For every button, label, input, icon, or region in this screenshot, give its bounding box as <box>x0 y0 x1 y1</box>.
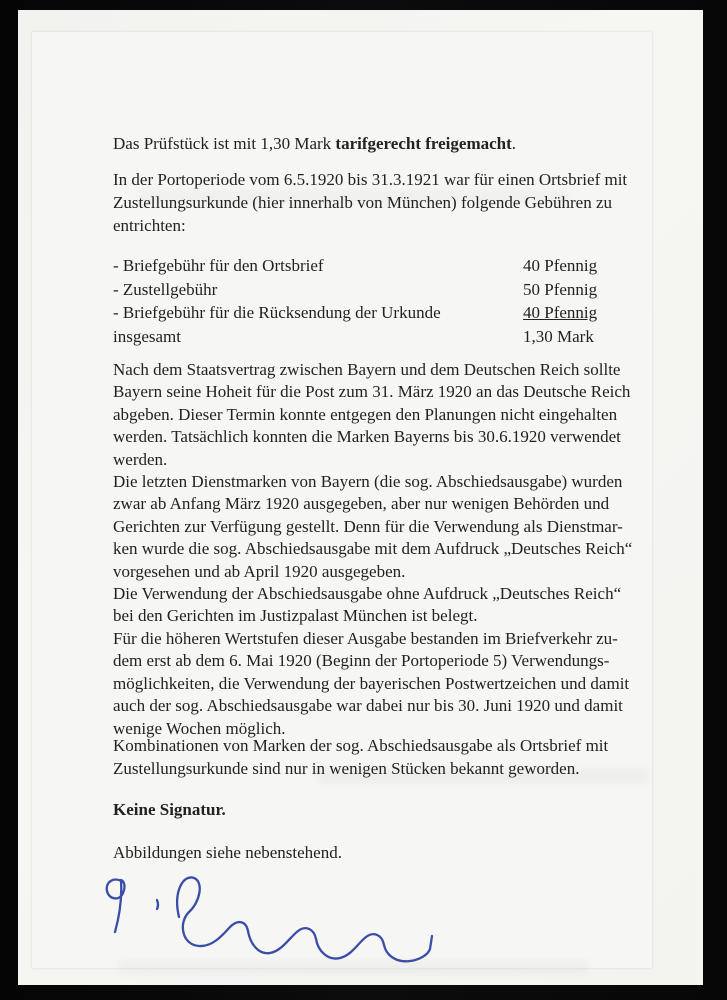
text-line: Die letzten Dienstmarken von Bayern (die sog. Abschiedsausgabe) wurden <box>113 472 623 492</box>
fee-row <box>113 325 661 349</box>
text-line: Zustellungsurkunde sind nur in wenigen Stücken bekannt geworden. <box>113 759 580 778</box>
text-line: abgeben. Dieser Termin konnte entgegen den Planungen nicht eingehalten <box>113 404 618 424</box>
porto-period-paragraph <box>113 168 661 237</box>
text-line: Die Verwendung der Abschiedsausgabe ohne Aufdruck „Deutsches Reich“ <box>113 584 622 604</box>
fee-value: 1,30 Mark <box>523 326 594 346</box>
text-line: zwar ab Anfang März 1920 ausgegeben, aber nur wenigen Behörden und <box>113 494 610 514</box>
text-line: Bayern seine Hoheit für die Post zum 31. März 1920 an das Deutsche Reich <box>113 382 631 402</box>
text-line: Zustellungsurkunde (hier innerhalb von München) folgende Gebühren zu <box>113 193 612 212</box>
text-line: entrichten: <box>113 216 186 235</box>
signature-main-stroke <box>177 877 432 961</box>
body-paragraphs <box>113 359 661 740</box>
fee-value: 40 Pfennig <box>523 256 598 275</box>
attachments-note: Abbildungen siehe nebenstehend. <box>113 843 342 862</box>
text-line: Gerichten zur Verfügung gestellt. Denn für die Verwendung als Dienstmar- <box>113 516 623 536</box>
text-line: Kombinationen von Marken der sog. Abschiedsausgabe als Ortsbrief mit <box>113 736 609 755</box>
fee-label: - Briefgebühr für die Rücksendung der Urkunde <box>113 303 441 322</box>
text-line: In der Portoperiode vom 6.5.1920 bis 31.3.1921 war für einen Ortsbrief mit <box>113 170 628 189</box>
fee-row <box>113 301 661 325</box>
signature-strokes <box>107 877 432 961</box>
handwritten-signature <box>73 862 453 982</box>
fee-label: - Zustellgebühr <box>113 279 218 299</box>
text-line: möglichkeiten, die Verwendung der bayerischen Postwertzeichen und damit <box>113 673 630 693</box>
intro-prefix: Das Prüfstück ist mit 1,30 Mark <box>113 134 336 153</box>
text-line: Für die höheren Wertstufen dieser Ausgabe bestanden im Briefverkehr zu- <box>113 628 618 648</box>
no-signature-note: Keine Signatur. <box>113 800 226 819</box>
text-line: werden. <box>113 449 168 469</box>
fee-label: - Briefgebühr für den Ortsbrief <box>113 256 324 275</box>
fee-table <box>113 254 661 348</box>
intro-suffix: . <box>511 134 517 153</box>
intro-bold-phrase: tarifgerecht freigemacht <box>335 134 512 153</box>
signature-initial-stroke <box>107 880 125 932</box>
fee-value: 40 Pfennig <box>523 303 598 322</box>
text-line: bei den Gerichten im Justizpalast München ist belegt. <box>113 606 478 626</box>
fee-row <box>113 254 661 278</box>
intro-paragraph <box>113 132 661 155</box>
summary-paragraph <box>113 734 661 780</box>
text-line: Nach dem Staatsvertrag zwischen Bayern und dem Deutschen Reich sollte <box>113 360 621 379</box>
fee-value: 50 Pfennig <box>523 279 598 299</box>
text-line: ken wurde die sog. Abschiedsausgabe mit dem Aufdruck „Deutsches Reich“ <box>113 539 633 559</box>
text-line: wenige Wochen möglich. <box>113 718 286 738</box>
text-line: vorgesehen und ab April 1920 ausgegeben. <box>113 561 406 581</box>
text-line: auch der sog. Abschiedsausgabe war dabei nur bis 30. Juni 1920 und damit <box>113 696 623 716</box>
fee-label: insgesamt <box>113 326 181 346</box>
text-line: werden. Tatsächlich konnten die Marken Bayerns bis 30.6.1920 verwendet <box>113 427 621 447</box>
signature-comma-stroke <box>157 900 158 909</box>
text-line: dem erst ab dem 6. Mai 1920 (Beginn der Portoperiode 5) Verwendungs- <box>113 651 610 671</box>
fee-row <box>113 278 661 302</box>
document-page <box>18 10 703 985</box>
